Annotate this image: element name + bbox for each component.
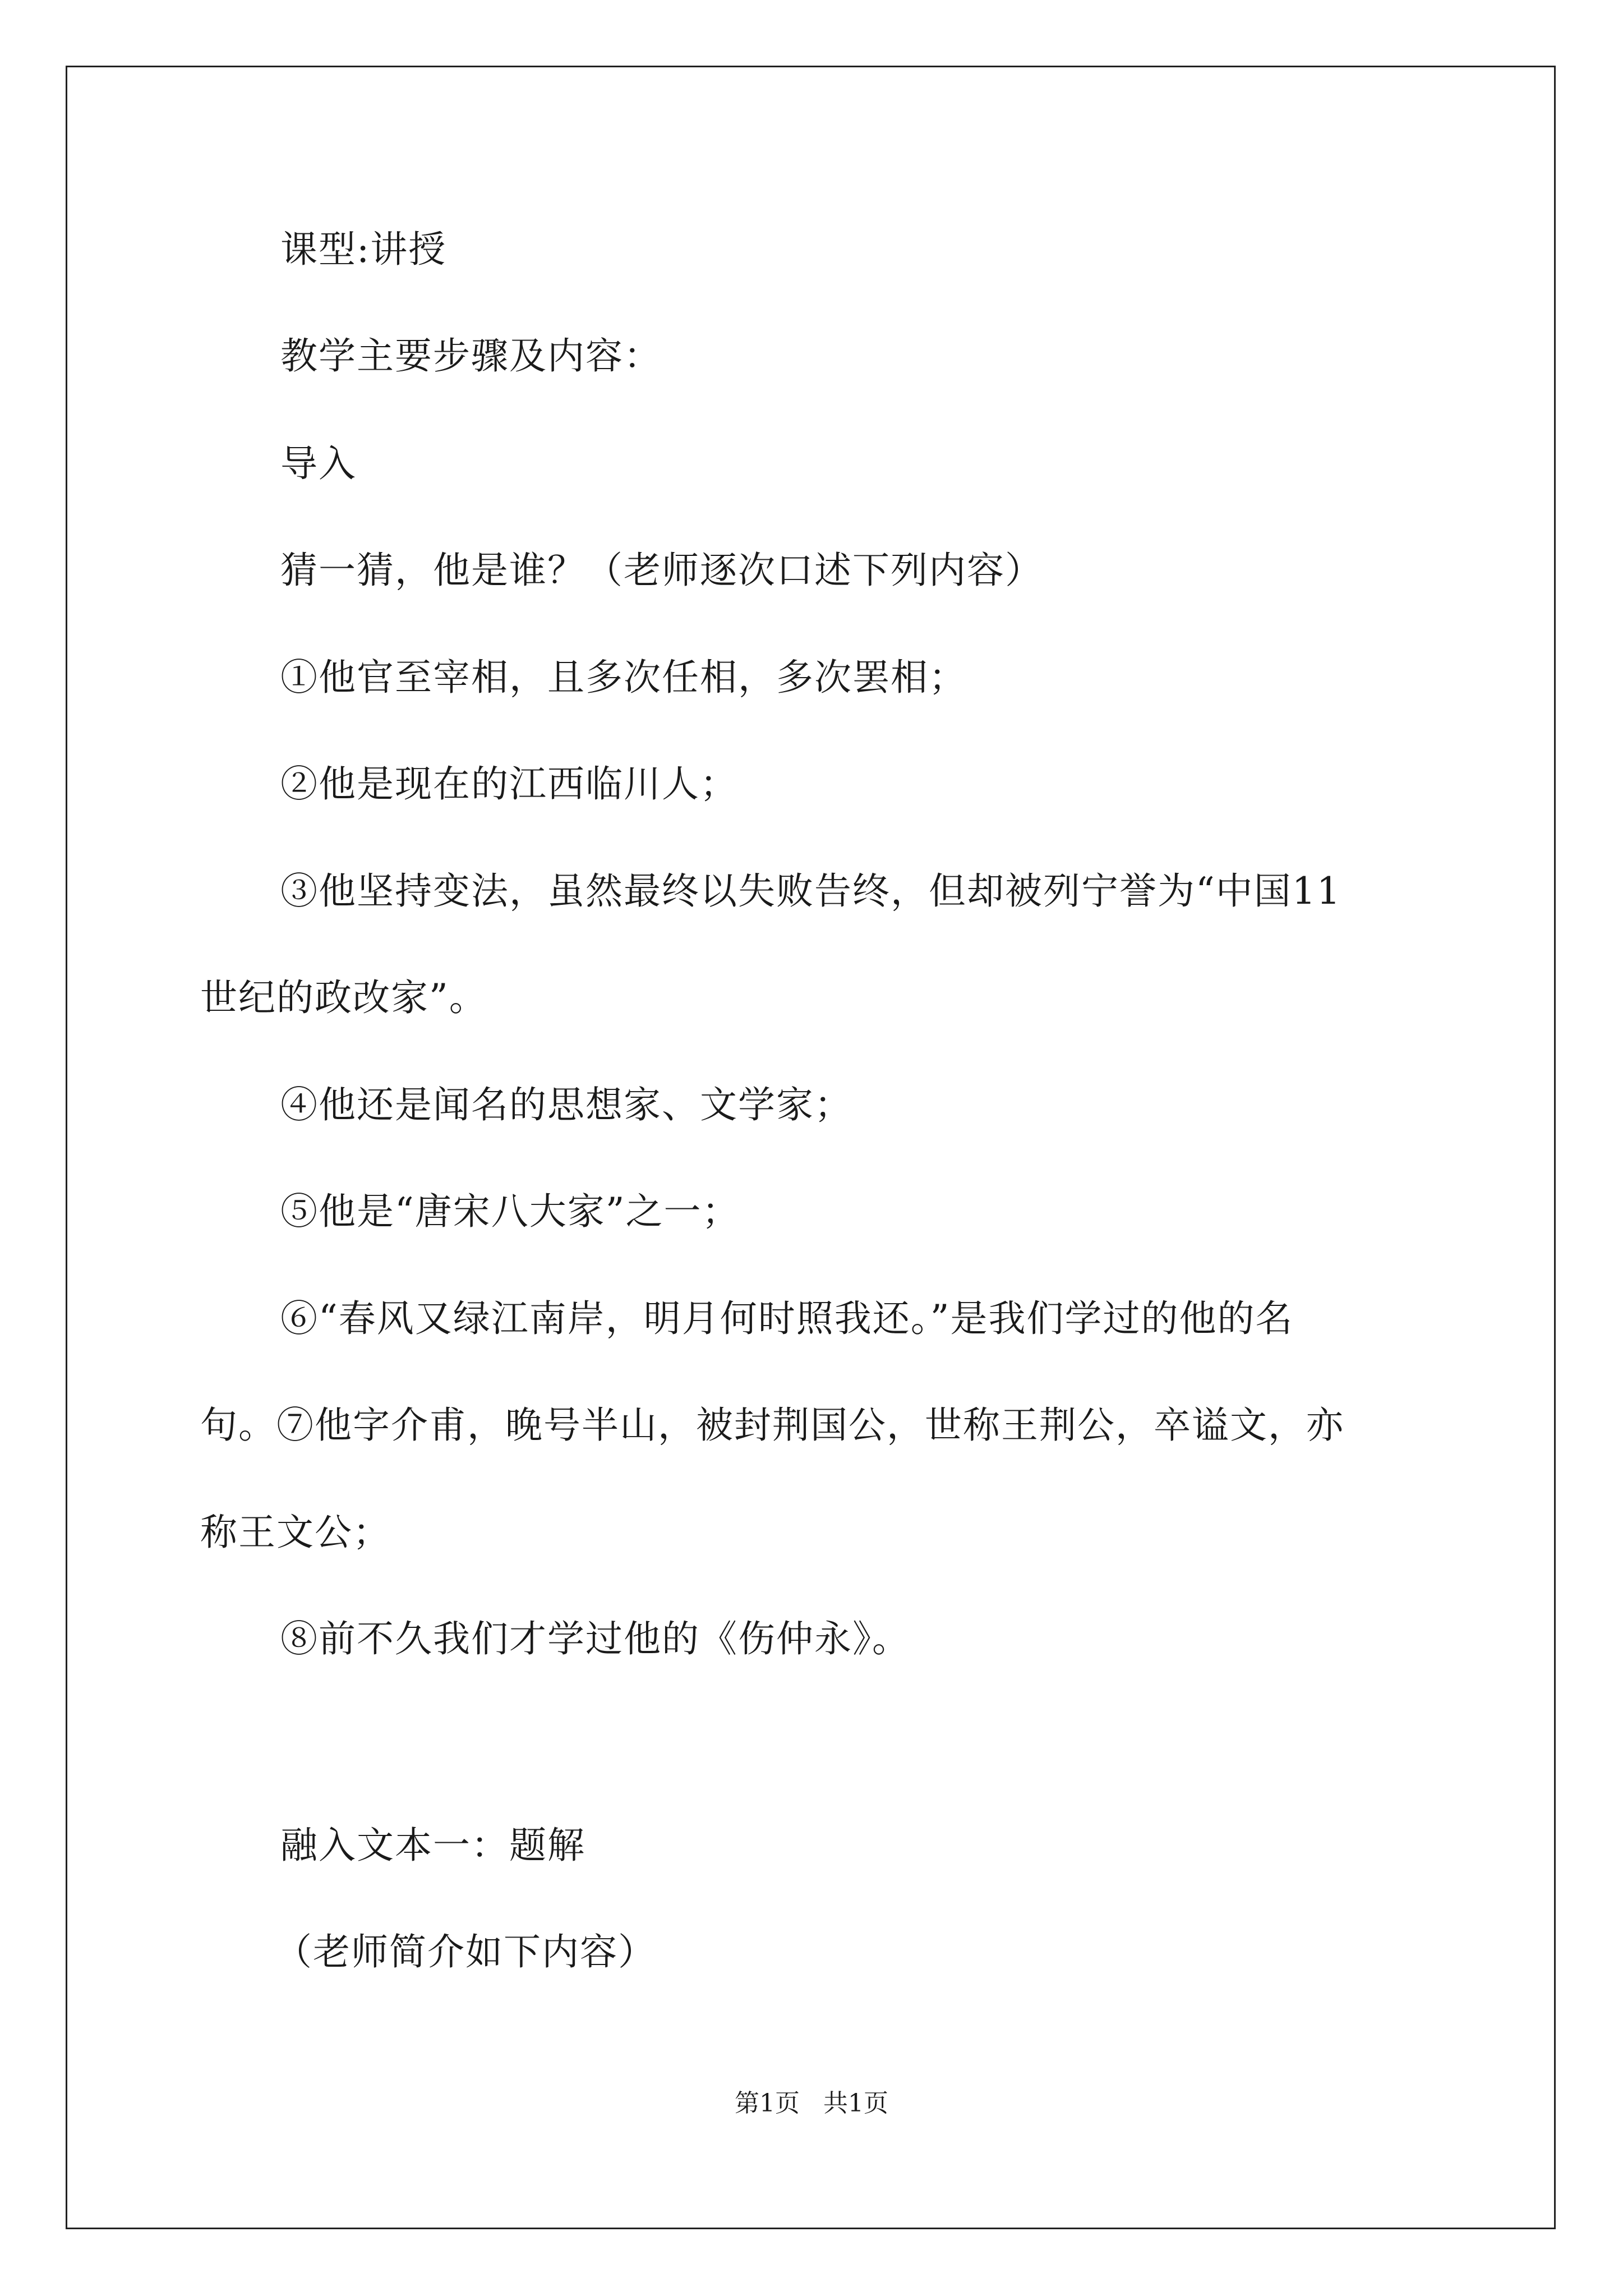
text-line-clue-3: ③他坚持变法，虽然最终以失败告终，但却被列宁誉为“中国11 — [280, 869, 1341, 913]
text-line-clue-4: ④他还是闻名的思想家、文学家； — [280, 1083, 852, 1126]
text-line-clue-5: ⑤他是“唐宋八大家”之一； — [280, 1190, 740, 1233]
text-line-clue-7: 句。⑦他字介甫，晚号半山，被封荆国公，世称王荆公，卒谥文，亦 — [200, 1404, 1344, 1447]
text-line-section-heading: 融入文本一：题解 — [280, 1824, 585, 1867]
page-border — [66, 66, 1556, 2229]
text-line-steps-heading: 教学主要步骤及内容： — [280, 334, 662, 378]
text-line-clue-8: ⑧前不久我们才学过他的《伤仲永》。 — [280, 1617, 910, 1660]
text-line-intro-heading: 导入 — [280, 442, 357, 485]
text-line-clue-3-cont: 世纪的政改家”。 — [200, 976, 487, 1019]
text-line-teacher-note: （老师简介如下内容） — [275, 1930, 656, 1973]
text-line-course-type: 课型:讲授 — [280, 228, 447, 271]
text-line-clue-1: ①他官至宰相，且多次任相，多次罢相； — [280, 656, 967, 699]
page-footer: 第1页 共1页 — [735, 2089, 888, 2118]
text-line-guess: 猜一猜，他是谁？（老师逐次口述下列内容） — [280, 549, 1043, 592]
text-line-clue-6: ⑥“春风又绿江南岸，明月何时照我还。”是我们学过的他的名 — [280, 1297, 1294, 1340]
text-line-clue-2: ②他是现在的江西临川人； — [280, 762, 738, 806]
text-line-clue-7-cont: 称王文公； — [200, 1511, 391, 1554]
